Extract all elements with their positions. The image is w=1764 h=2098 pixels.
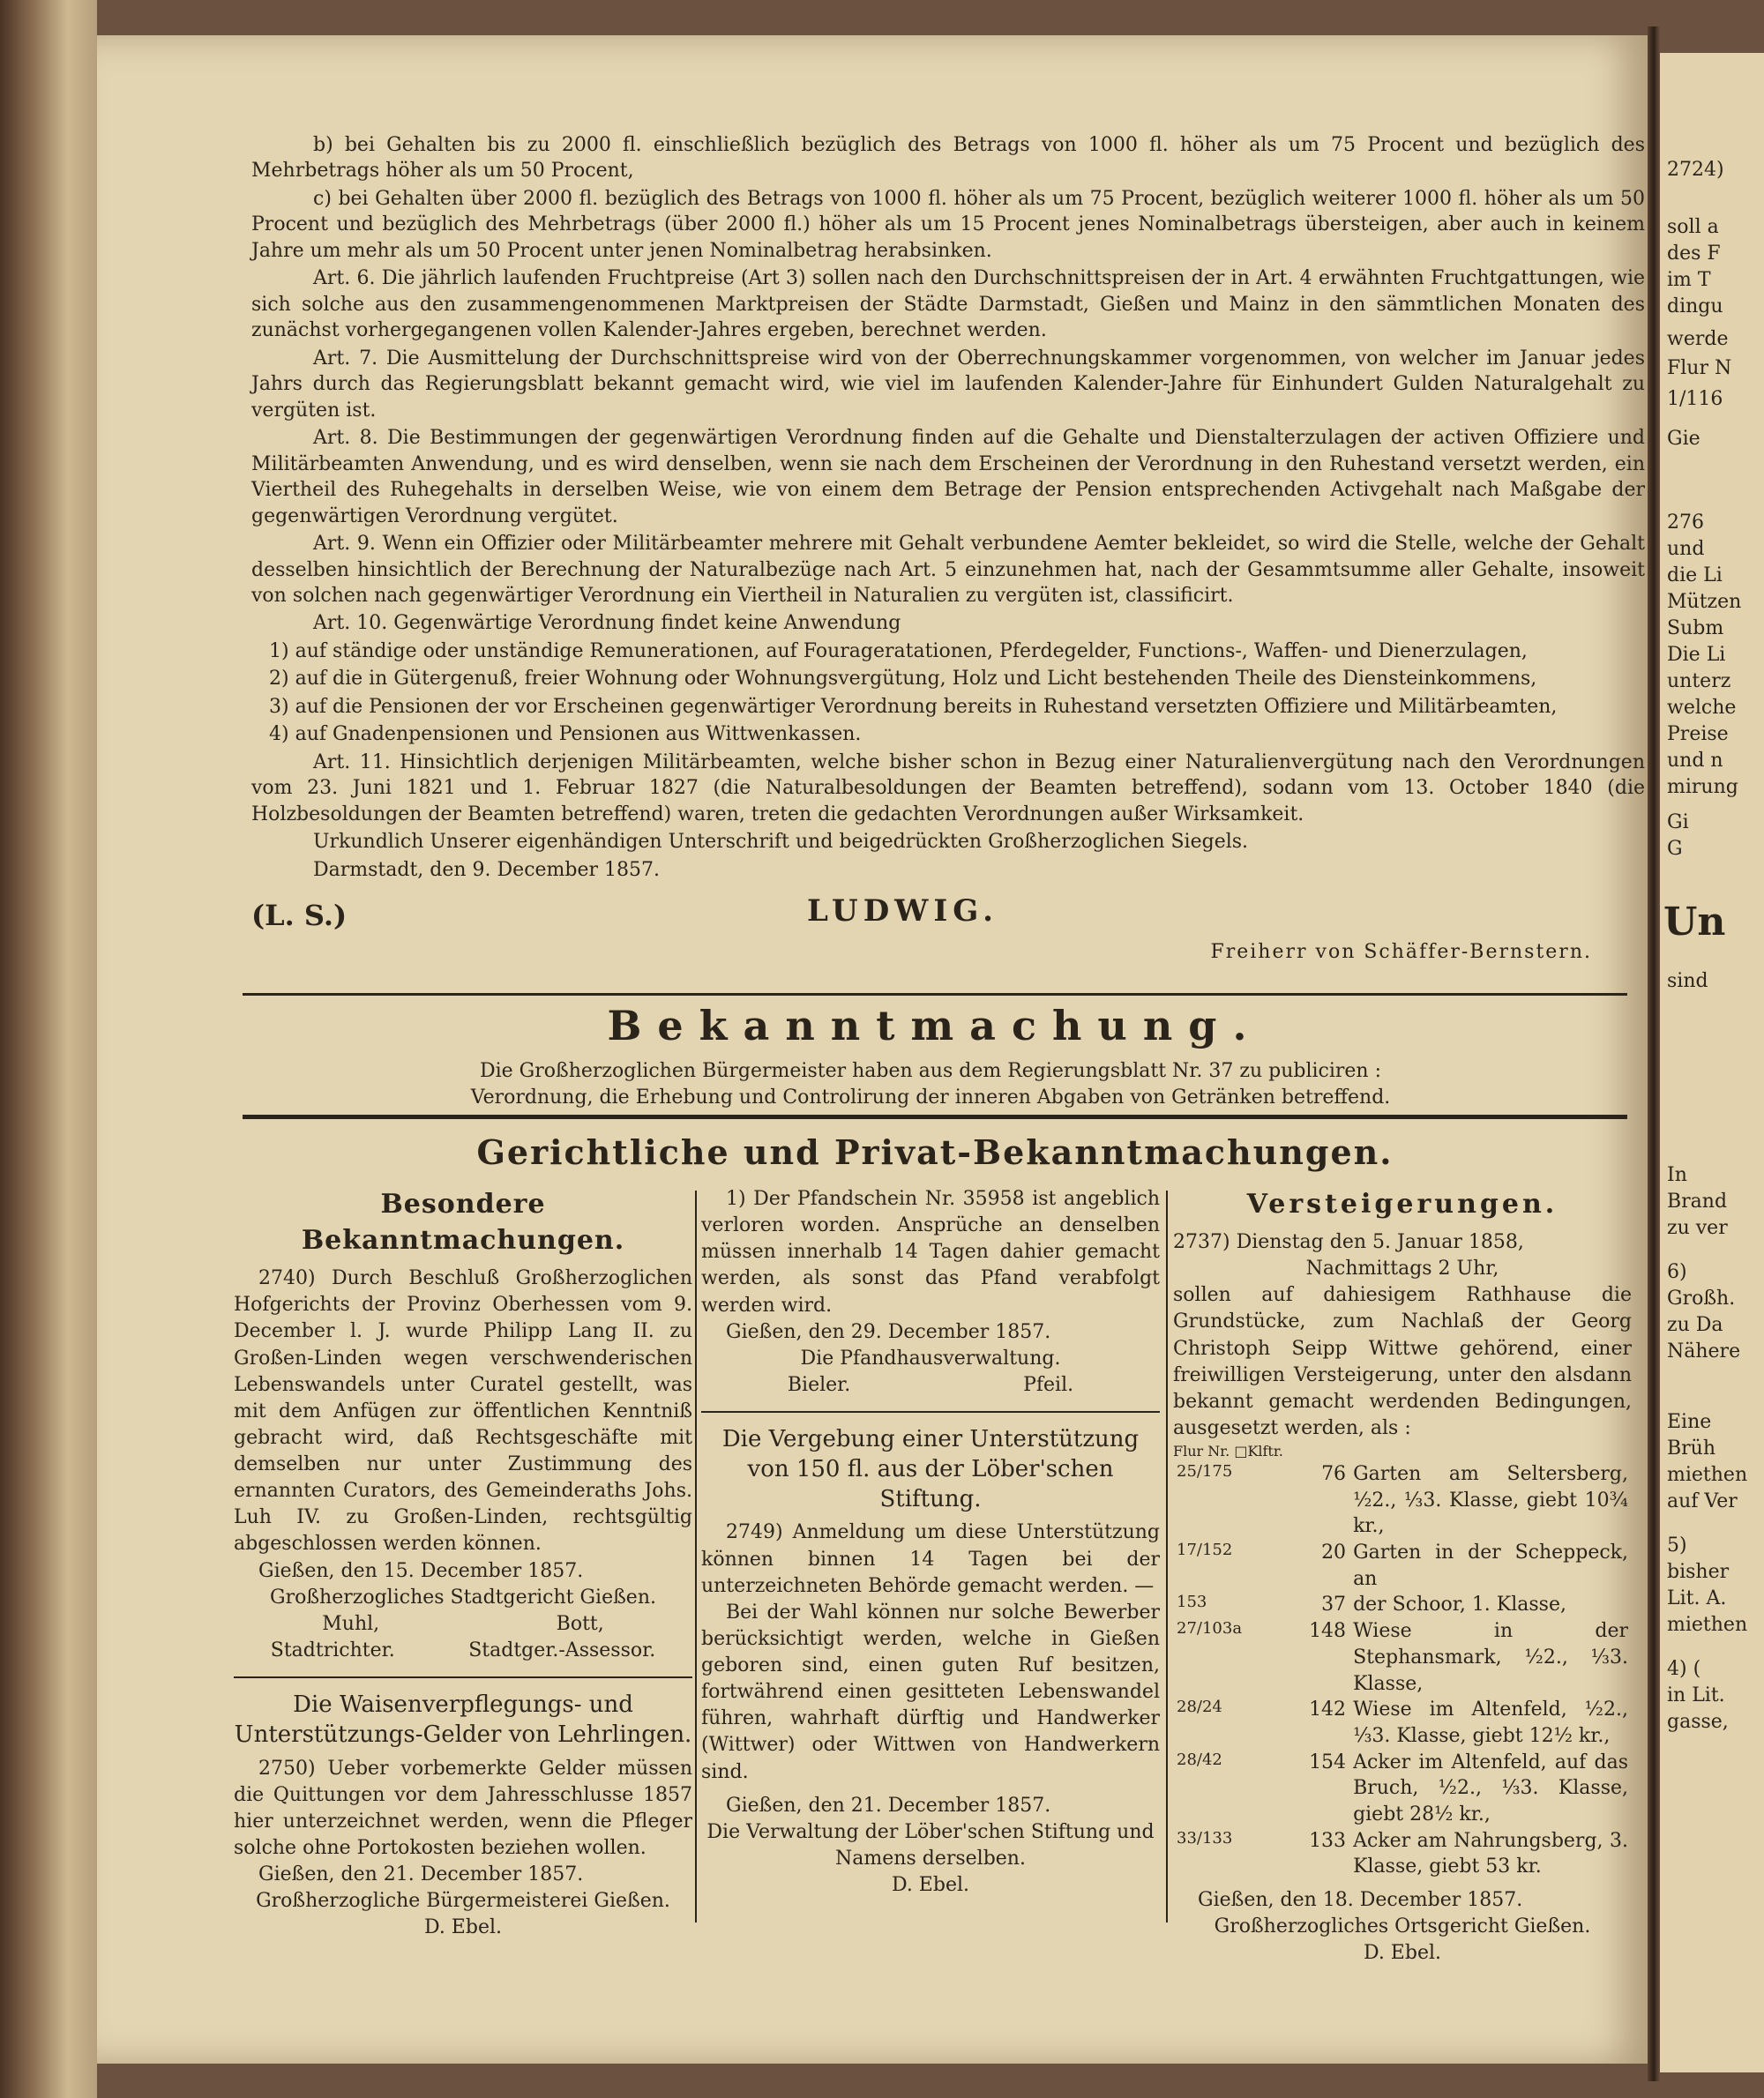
notice-heading: Die Vergebung einer Unterstützung von 150 fl. aus der Löber'schen Stiftung.	[721, 1426, 1140, 1512]
next-page-fragment	[1660, 53, 1764, 2072]
para-b: b) bei Gehalten bis zu 2000 fl. einschließlich bezüglich des Betrags von 1000 fl. höher als um 75 Procent und bezüglich des Mehrbetrags höher als um 50 Procent,	[251, 134, 1645, 183]
next-page-line: werde	[1667, 328, 1729, 350]
bekanntmachung-title: Bekanntmachung.	[607, 1002, 1263, 1049]
table-cell-kl: 20	[1321, 1542, 1347, 1564]
table-cell-kl: 76	[1321, 1463, 1347, 1485]
table-row	[1173, 1592, 1632, 1618]
column-rule	[1166, 1191, 1168, 1923]
column-heading: Versteigerungen.	[1246, 1189, 1558, 1220]
office-name: Die Pfandhausverwaltung.	[800, 1347, 1061, 1370]
signatures	[234, 1611, 692, 1638]
next-page-line: Flur N	[1667, 357, 1732, 379]
next-page-line: im T	[1667, 269, 1711, 291]
table-cell-desc: Garten am Seltersberg, ½2., ⅓3. Klasse, giebt 10¾ kr.,	[1353, 1463, 1628, 1538]
table-cell-kl: 142	[1309, 1699, 1347, 1721]
notice-date: Gießen, den 15. December 1857.	[258, 1559, 584, 1582]
divider-rule	[243, 993, 1627, 996]
parcel-table	[1173, 1461, 1632, 1880]
table-row	[1173, 1540, 1632, 1592]
office-name: Großherzogliche Bürgermeisterei Gießen.	[256, 1890, 670, 1913]
next-page-line: die Li	[1667, 564, 1723, 586]
notice-body: sollen auf dahiesigem Rathhause die Grundstücke, zum Nachlaß der Georg Christoph Seipp Wittwe gehörend, einer freiwilligen Versteigerung, unter den alsdann bekannt gemacht werdenden Bedingungen, ausgesetzt werden, als :	[1173, 1284, 1632, 1439]
next-page-line: Preise	[1667, 723, 1729, 745]
table-cell-desc: Garten in der Scheppeck, an	[1353, 1542, 1628, 1590]
next-page-line: 4) (	[1667, 1658, 1701, 1680]
court-name: Großherzogliches Stadtgericht Gießen.	[270, 1586, 656, 1609]
signature-schaeffer: Freiherr von Schäffer-Bernstern.	[1210, 941, 1592, 964]
table-row	[1173, 1828, 1632, 1880]
article-7: Art. 7. Die Ausmittelung der Durchschnittspreise wird von der Oberrechnungskammer vorgenommen, von welcher im Januar jedes Jahrs durch das Regierungsblatt bekannt gemacht wird, wie viel im laufenden Kalender-Jahre für Einhundert Gulden Naturalgehalt zu vergüten ist.	[251, 347, 1645, 422]
next-page-line: Eine	[1667, 1411, 1712, 1433]
column-middle	[701, 1186, 1160, 1899]
next-page-line: G	[1667, 838, 1683, 860]
office-name: Großherzogliches Ortsgericht Gießen.	[1214, 1915, 1591, 1938]
para-c: c) bei Gehalten über 2000 fl. bezüglich des Betrags von 1000 fl. höher als um 75 Procent, bezüglich weiterer 1000 fl. höher als um 50 Procent und bezüglich des Mehrbetrags (über 2000 fl.) höher als um 15 Procent jenes Nominalbetrags übersteigen, aber auch in keinem Jahre um mehr als um 50 Procent unter jenen Nominalbetrag herabsinken.	[251, 187, 1645, 262]
signature: D. Ebel.	[1363, 1942, 1442, 1965]
table-row	[1173, 1618, 1632, 1697]
notice-time: Nachmittags 2 Uhr,	[1305, 1258, 1499, 1280]
article-10-item: 1) auf ständige oder unständige Remunerationen, auf Fourageratationen, Pferdegelder, Functions-, Waffen- und Dienerzulagen,	[269, 639, 1528, 662]
table-cell-nr: 27/103a	[1177, 1619, 1243, 1639]
next-page-line: Großh.	[1667, 1288, 1736, 1310]
table-cell-desc: Acker am Nahrungsberg, 3. Klasse, giebt 53 kr.	[1353, 1829, 1628, 1878]
table-cell-desc: Wiese in der Stephansmark, ½2., ⅓3. Klasse,	[1353, 1620, 1628, 1695]
signature: D. Ebel.	[891, 1874, 970, 1897]
article-9: Art. 9. Wenn ein Offizier oder Militärbeamter mehrere mit Gehalt verbundene Aemter bekleidet, so wird die Stelle, welche der Gehalt desselben hinsichtlich der Berechnung der Naturalbezüge nach Art. 5 einzunehmen hat, nach der Gesammtsumme aller Gehalte, insoweit von solchen nach gegenwärtiger Verordnung ein Viertheil in Naturalien zu vergüten ist, classificirt.	[251, 533, 1645, 607]
bekanntmachung-text	[291, 1058, 1570, 1110]
article-8: Art. 8. Die Bestimmungen der gegenwärtigen Verordnung finden auf die Gehalte und Dienstalterzulagen der activen Offiziere und Militärbeamten Anwendung, und es wird denselben, wenn sie nach dem Erscheinen der Verordnung in den Ruhestand versetzt werden, ein Viertheil des Ruhegehalts in derselben Weise, wie von einem dem Betrage der Pension entsprechenden Activgehalt nach Maßgabe der gegenwärtigen Verordnung vergütet.	[251, 427, 1645, 527]
signature: Bieler.	[787, 1373, 851, 1396]
column-right	[1173, 1186, 1632, 1967]
notice-date: Gießen, den 21. December 1857.	[726, 1794, 1051, 1817]
next-page-line: 6)	[1667, 1261, 1687, 1283]
page-gutter	[1648, 26, 1660, 2081]
column-heading: Besondere Bekanntmachungen.	[301, 1189, 625, 1257]
divider-rule	[234, 1676, 692, 1678]
next-page-line: Mützen	[1667, 591, 1742, 613]
next-page-line: zu ver	[1667, 1217, 1728, 1239]
decree-text	[251, 132, 1645, 964]
article-10-item: 3) auf die Pensionen der vor Erscheinen gegenwärtiger Verordnung bereits in Ruhestand versetzten Offiziere und Militärbeamten,	[269, 695, 1558, 718]
next-page-line: Lit. A.	[1667, 1587, 1727, 1609]
table-row	[1173, 1750, 1632, 1828]
notice-2749: 2749) Anmeldung um diese Unterstützung können binnen 14 Tagen bei der unterzeichneten Behörde gemacht werden. —	[701, 1521, 1160, 1597]
next-page-line: miethen	[1667, 1614, 1748, 1636]
signature: Pfeil.	[1023, 1373, 1074, 1396]
table-cell-nr: 153	[1177, 1593, 1207, 1612]
notice-2737: 2737) Dienstag den 5. Januar 1858,	[1173, 1231, 1524, 1254]
seal-mark: (L. S.)	[251, 899, 348, 933]
table-cell-kl: 37	[1321, 1594, 1347, 1616]
column-rule	[695, 1191, 697, 1923]
next-page-line: auf Ver	[1667, 1490, 1738, 1512]
next-page-line: Un	[1663, 900, 1726, 944]
signature-row	[251, 892, 1645, 964]
table-cell-nr: 28/24	[1177, 1698, 1222, 1717]
next-page-line: mirung	[1667, 776, 1738, 798]
table-cell-desc: Acker im Altenfeld, auf das Bruch, ½2., ⅓3. Klasse, giebt 28½ kr.,	[1353, 1751, 1628, 1825]
signature-role: Stadtrichter.	[270, 1639, 395, 1661]
article-10-item: 4) auf Gnadenpensionen und Pensionen aus Wittwenkassen.	[269, 723, 862, 746]
next-page-line: 1/116	[1667, 388, 1723, 410]
next-page-line: Die Li	[1667, 644, 1726, 666]
table-cell-kl: 133	[1309, 1829, 1347, 1852]
signature: Muhl,	[322, 1612, 380, 1635]
book-edge	[0, 0, 97, 2098]
notice-2740: 2740) Durch Beschluß Großherzoglichen Hofgerichts der Provinz Oberhessen vom 9. December l. J. wurde Philipp Lang II. zu Großen-Linden wegen verschwenderischen Lebenswandels unter Curatel gestellt, was mit dem Anfügen zur öffentlichen Kenntniß gebracht wird, daß Rechtsgeschäfte mit demselben nur unter Zustimmung des ernannten Curators, des Gemeinderaths Johs. Luh IV. zu Großen-Linden, rechtsgültig abgeschlossen werden können.	[234, 1267, 692, 1556]
divider-rule	[701, 1411, 1160, 1413]
next-page-line: dingu	[1667, 295, 1723, 317]
article-11: Art. 11. Hinsichtlich derjenigen Militärbeamten, welche bisher schon in Bezug einer Naturalienvergütung nach den Verordnungen vom 23. Juni 1821 und 1. Februar 1827 (die Naturalbesoldungen der Beamten betreffend), sodann vom 13. October 1840 (die Holzbesoldungen der Beamten betreffend) waren, treten die gedachten Verordnungen außer Wirksamkeit.	[251, 750, 1645, 825]
bekanntmachung-line: Die Großherzoglichen Bürgermeister haben aus dem Regierungsblatt Nr. 37 zu publiciren :	[479, 1060, 1382, 1082]
signature-role: Stadtger.-Assessor.	[468, 1639, 656, 1661]
next-page-line: und n	[1667, 750, 1723, 772]
next-page-line: unterz	[1667, 670, 1731, 692]
decree-date: Darmstadt, den 9. December 1857.	[313, 858, 660, 881]
notice-heading: Die Waisenverpflegungs- und Unterstützungs-Gelder von Lehrlingen.	[234, 1691, 692, 1748]
article-10: Art. 10. Gegenwärtige Verordnung findet keine Anwendung	[313, 612, 901, 635]
next-page-line: in Lit.	[1667, 1684, 1725, 1706]
next-page-line: welche	[1667, 697, 1737, 719]
article-10-item: 2) auf die in Gütergenuß, freier Wohnung oder Wohnungsvergütung, Holz und Licht bestehenden Theile des Diensteinkommens,	[269, 668, 1537, 691]
column-left	[234, 1186, 692, 1942]
signature-roles	[234, 1638, 692, 1664]
next-page-line: Gie	[1667, 428, 1700, 450]
next-page-line: des F	[1667, 243, 1721, 265]
next-page-line: bisher	[1667, 1561, 1730, 1583]
table-cell-nr: 28/42	[1177, 1750, 1222, 1769]
notice-date: Gießen, den 29. December 1857.	[726, 1320, 1051, 1343]
section-title: Gerichtliche und Privat-Bekanntmachungen.	[476, 1132, 1394, 1172]
divider-rule-thick	[243, 1115, 1627, 1119]
next-page-line: 5)	[1667, 1534, 1687, 1557]
next-page-line: 276	[1667, 511, 1704, 534]
table-cell-desc: der Schoor, 1. Klasse,	[1353, 1594, 1566, 1616]
notice-pfandschein: 1) Der Pfandschein Nr. 35958 ist angeblich verloren worden. Ansprüche an denselben müssen innerhalb 14 Tagen dahier gemacht werden, als sonst das Pfand verabfolgt werden wird.	[701, 1188, 1160, 1317]
next-page-line: Nähere	[1667, 1340, 1741, 1363]
table-row	[1173, 1697, 1632, 1749]
urkund-line: Urkundlich Unserer eigenhändigen Unterschrift und beigedrückten Großherzoglichen Siegels.	[313, 831, 1249, 854]
table-cell-nr: 17/152	[1177, 1541, 1233, 1560]
notice-date: Gießen, den 18. December 1857.	[1198, 1889, 1523, 1911]
table-cell-kl: 154	[1309, 1751, 1347, 1773]
table-header: Flur Nr. □Klftr.	[1173, 1443, 1283, 1460]
next-page-line: miethen	[1667, 1464, 1748, 1486]
signatures	[701, 1372, 1160, 1399]
office-name: Die Verwaltung der Löber'schen Stiftung und Namens derselben.	[706, 1820, 1155, 1870]
signature: D. Ebel.	[423, 1916, 503, 1939]
table-cell-desc: Wiese im Altenfeld, ½2., ⅓3. Klasse, giebt 12½ kr.,	[1353, 1699, 1628, 1747]
next-page-line: Gi	[1667, 811, 1689, 833]
next-page-line: In	[1667, 1164, 1687, 1186]
notice-date: Gießen, den 21. December 1857.	[258, 1863, 584, 1886]
next-page-line: Brüh	[1667, 1437, 1716, 1460]
signature-ludwig: LUDWIG.	[807, 893, 998, 930]
notice-2750: 2750) Ueber vorbemerkte Gelder müssen die Quittungen vor dem Jahresschlusse 1857 hier unterzeichnet werden, wenn die Pfleger solche ohne Portokosten beziehen wollen.	[234, 1757, 692, 1860]
next-page-line: 2724)	[1667, 159, 1724, 181]
bekanntmachung-line: Verordnung, die Erhebung und Controlirung der inneren Abgaben von Getränken betreffend.	[470, 1086, 1391, 1109]
next-page-line: Subm	[1667, 617, 1724, 639]
table-row	[1173, 1461, 1632, 1540]
next-page-line: gasse,	[1667, 1711, 1729, 1733]
next-page-line: und	[1667, 538, 1705, 560]
next-page-line: sind	[1667, 970, 1708, 992]
table-cell-nr: 33/133	[1177, 1828, 1233, 1848]
next-page-line: zu Da	[1667, 1314, 1723, 1336]
article-6: Art. 6. Die jährlich laufenden Fruchtpreise (Art 3) sollen nach den Durchschnittspreisen der in Art. 4 erwähnten Fruchtgattungen, wie sich solche aus den zusammengenommenen Marktpreisen der Städte Darmstadt, Gießen und Mainz in den sämmtlichen Monaten des zunächst vorhergegangenen vollen Kalender-Jahres ergeben, berechnet werden.	[251, 267, 1645, 342]
notice-2749-detail: Bei der Wahl können nur solche Bewerber berücksichtigt werden, welche in Gießen geboren sind, einen guten Ruf besitzen, fortwährend einen gesitteten Lebenswandel führen, wahrhaft dürftig und Handwerker (Wittwer) oder Wittwen von Handwerkern sind.	[701, 1601, 1160, 1783]
next-page-line: Brand	[1667, 1191, 1728, 1213]
next-page-line: soll a	[1667, 216, 1719, 238]
signature: Bott,	[556, 1612, 604, 1635]
table-cell-kl: 148	[1309, 1620, 1347, 1643]
table-cell-nr: 25/175	[1177, 1462, 1233, 1481]
